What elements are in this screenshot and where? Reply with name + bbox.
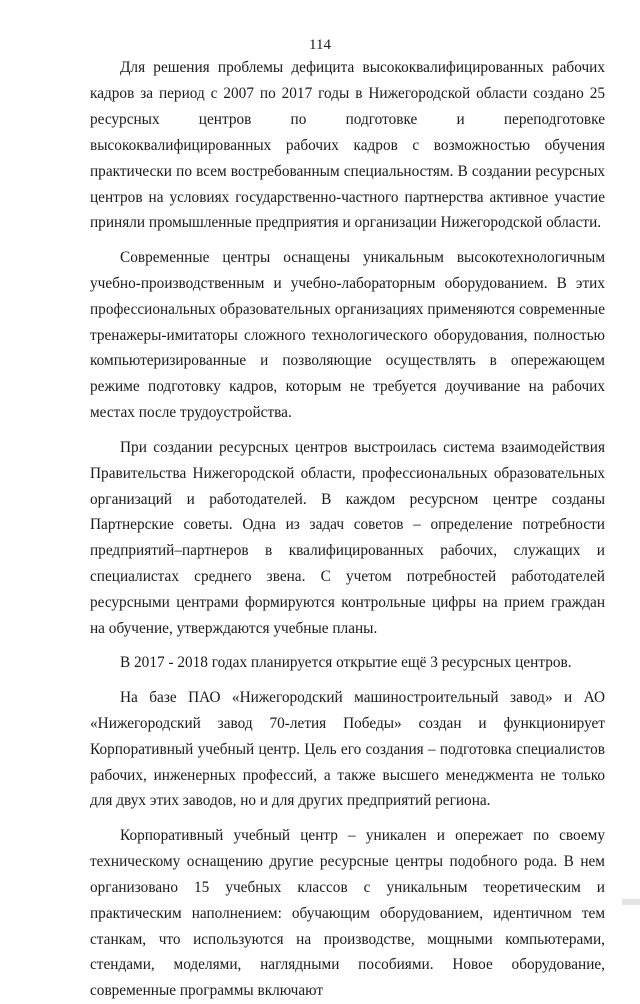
paragraph-modern-equipment: Современные центры оснащены уникальным высокотехнологичным учебно-производственным и учебно-лабораторным оборудованием. В этих профессиональных образовательных организациях применяются современные тренажеры-имитаторы сложного технологического оборудования, полностью компьютеризированные и позволяющие осуществлять в опережающем режиме подготовку кадров, которым не требуется доучивание на рабочих местах после трудоустройства. bbox=[90, 248, 605, 422]
paragraph-corporate-center-equipment: Корпоративный учебный центр – уникален и опережает по своему техническому оснащению другие ресурсные центры подобного рода. В нем организовано 15 учебных классов с уникальным теоретическим и практическим наполнением: обучающим оборудованием, идентичном тем станкам, что используются на производстве, мощными компьютерами, стендами, моделями, наглядными пособиями. Новое оборудование, современные программы включают bbox=[90, 826, 605, 1000]
paragraph-corporate-center: На базе ПАО «Нижегородский машиностроительный завод» и АО «Нижегородский завод 70-летия Победы» создан и функционирует Корпоративный учебный центр. Цель его создания – подготовка специалистов рабочих, инженерных профессий, а также высшего менеджмента не только для двух этих заводов, но и для других предприятий региона. bbox=[90, 688, 605, 810]
paragraph-new-centers-plan: В 2017 - 2018 годах планируется открытие ещё 3 ресурсных центров. bbox=[120, 654, 572, 672]
body-text bbox=[90, 55, 605, 1004]
scan-edge-mark bbox=[622, 899, 640, 905]
paragraph-resource-centers-creation: Для решения проблемы дефицита высококвалифицированных рабочих кадров за период с 2007 по 2017 годы в Нижегородской области создано 25 ресурсных центров по подготовке и переподготовке высококвалифицированных рабочих кадров с возможностью обучения практически по всем востребованным специальностям. В создании ресурсных центров на условиях государственно-частного партнерства активное участие приняли промышленные предприятия и организации Нижегородской области. bbox=[90, 59, 605, 232]
page-number: 114 bbox=[309, 37, 331, 53]
paragraph-interaction-system: При создании ресурсных центров выстроилась система взаимодействия Правительства Нижегородской области, профессиональных образовательных организаций и работодателей. В каждом ресурсном центре созданы Партнерские советы. Одна из задач советов – определение потребности предприятий–партнеров в квалифицированных рабочих, служащих и специалистах среднего звена. С учетом потребностей работодателей ресурсными центрами формируются контрольные цифры на прием граждан на обучение, утверждаются учебные планы. bbox=[90, 438, 605, 638]
